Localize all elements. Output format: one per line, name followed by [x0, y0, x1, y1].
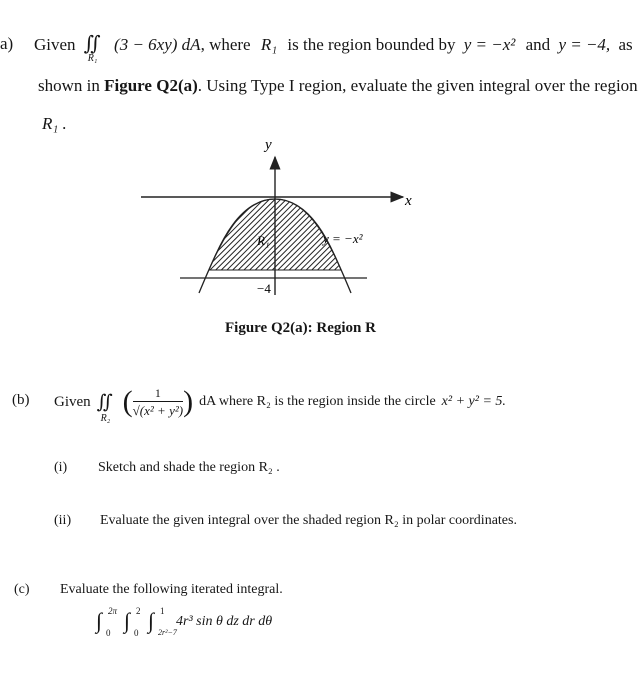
bounded-text: is the region bounded by [287, 35, 456, 54]
part-a-line3: R₁ . [42, 114, 67, 133]
given-word: Given [34, 35, 76, 54]
int3-upper: 1 [160, 606, 165, 616]
int2-upper: 2 [136, 606, 141, 616]
integral-subscript-b: R₂ [100, 412, 111, 424]
curve1: y = −x² [463, 35, 516, 54]
where-text: , where [200, 35, 251, 54]
sub-i-label: (i) [54, 460, 68, 475]
integral-subscript: R₁ [87, 53, 98, 64]
as-text: as [618, 35, 633, 54]
int2-lower: 0 [134, 628, 139, 638]
part-a-line1 [34, 31, 633, 64]
given-word-b: Given [54, 393, 91, 410]
x-axis-label: x [405, 193, 412, 209]
sub-i-text: Sketch and shade the region R₂ . [98, 460, 280, 475]
figure-ref: Figure Q2(a) [104, 76, 198, 95]
part-a-label: a) [0, 34, 14, 53]
figure-caption: Figure Q2(a): Region R [225, 320, 376, 336]
part-b-line: Given ∬ R₂ ( $\frac{1}{\text{√(x² + y²)}}$ ) dA where R₂ is the region inside the circle x² + y² = 5. [54, 385, 506, 424]
sub-ii-text: Evaluate the given integral over the shaded region R₂ in polar coordinates. [100, 513, 517, 528]
circle-equation: x² + y² = 5. [441, 394, 506, 409]
integrand: (3 − 6xy) dA [114, 35, 201, 54]
line2-start: shown in [38, 76, 100, 95]
double-integral-sign: ∬ [83, 33, 101, 55]
part-c-label: (c) [14, 582, 30, 597]
y-axis-label: y [265, 137, 272, 153]
int3-lower: 2r²−7 [158, 628, 177, 637]
part-a-line2 [38, 76, 638, 96]
and-text: and [525, 35, 551, 54]
figure-q2a [135, 135, 425, 345]
fraction-denominator: √(x² + y²) [132, 402, 184, 418]
integrand-c: 4r³ sin θ dz dr dθ [176, 614, 273, 629]
where-text-b: dA where R₂ is the region inside the circle [199, 394, 436, 409]
part-c-intro: Evaluate the following iterated integral. [60, 582, 283, 597]
double-integral-sign-b: ∬ [96, 391, 113, 413]
region-name: R₁ [260, 35, 278, 54]
region-label: R₁ [257, 233, 270, 248]
part-b-label: (b) [12, 392, 30, 408]
curve2: y = −4, [558, 35, 611, 54]
tick-label-minus-4: −4 [257, 281, 271, 296]
fraction-numerator: 1 [133, 386, 183, 402]
int1-upper: 2π [108, 606, 118, 616]
int1-lower: 0 [106, 628, 111, 638]
sub-ii-label: (ii) [54, 513, 72, 528]
curve-label: y = −x² [323, 231, 363, 246]
fraction-b [133, 386, 183, 419]
line2-end: . Using Type I region, evaluate the given integral over the region [197, 76, 638, 95]
